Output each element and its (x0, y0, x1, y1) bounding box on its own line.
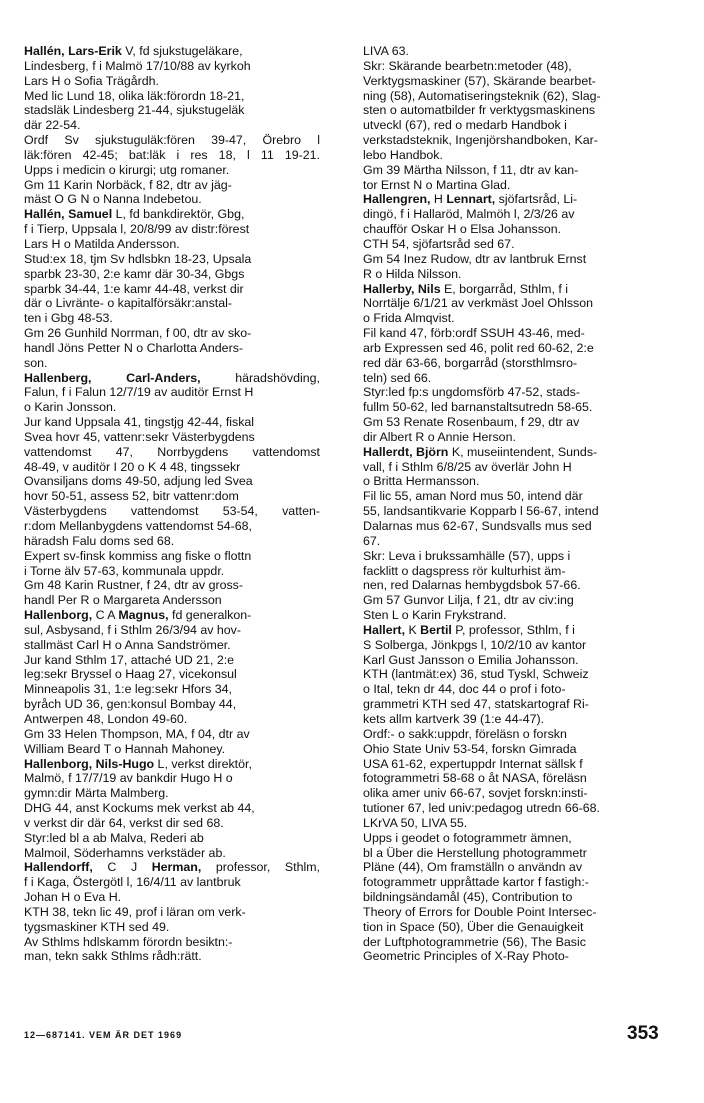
text-line: KTH 38, tekn lic 49, prof i läran om verk- (24, 904, 246, 919)
text-line: där o Livränte- o kapitalförsäkr:anstal- (24, 296, 232, 311)
text-line: v verkst dir där 64, verkst dir sed 68. (24, 815, 224, 830)
text-line: f i Kaga, Östergötl l, 16/4/11 av lantbruk (24, 875, 241, 890)
text-line: LKrVA 50, LIVA 55. (363, 815, 468, 830)
text-line: Malmoil, Söderhamns verkstäder ab. (24, 845, 226, 860)
text-line: olika amer univ 66-67, sovjet forskn:insti- (363, 786, 588, 801)
text-line: Ordf:- o sakk:uppdr, föreläsn o forskn (363, 726, 567, 741)
footer-imprint: 12—687141. VEM ÄR DET 1969 (24, 1030, 183, 1040)
text-line: i Torne älv 57-63, kommunala uppdr. (24, 563, 225, 578)
text-line: DHG 44, anst Kockums mek verkst ab 44, (24, 801, 255, 816)
text-line: S Solberga, Jönkpgs l, 10/2/10 av kantor (363, 637, 587, 652)
text-line: Hallenborg, Nils-Hugo L, verkst direktör, (24, 756, 252, 771)
text-line: dir Albert R o Annie Herson. (363, 429, 516, 444)
text-line: ten i Gbg 48-53. (24, 311, 113, 326)
text-line: chaufför Oskar H o Elsa Johansson. (363, 222, 562, 237)
text-line: Minneapolis 31, 1:e leg:sekr Hfors 34, (24, 682, 232, 697)
text-line: Skr: Skärande bearbetn:metoder (48), (363, 58, 572, 73)
text-line: sparbk 34-44, 1:e kamr 44-48, verkst dir (24, 281, 244, 296)
text-line: Gm 39 Märtha Nilsson, f 11, dtr av kan- (363, 162, 579, 177)
text-line: Lars H o Matilda Andersson. (24, 236, 180, 251)
text-line: Svea hovr 45, vattenr:sekr Västerbygdens (24, 429, 255, 444)
text-line: leg:sekr Bryssel o Haag 27, vicekonsul (24, 667, 237, 682)
page-number: 353 (627, 1023, 659, 1044)
text-line: Stud:ex 18, tjm Sv hdlsbkn 18-23, Upsala (24, 251, 252, 266)
text-line: Verktygsmaskiner (57), Skärande bearbet- (363, 73, 596, 88)
text-line: tygsmaskiner KTH sed 49. (24, 919, 170, 934)
text-line: Fil lic 55, aman Nord mus 50, intend där (363, 489, 583, 504)
text-line: Gm 53 Renate Rosenbaum, f 29, dtr av (363, 415, 580, 430)
text-line: Skr: Leva i brukssamhälle (57), upps i (363, 548, 571, 563)
text-line: Styr:led fp:s ungdomsförb 47-52, stads- (363, 385, 580, 400)
text-line: 67. (363, 533, 381, 548)
text-line: Geometric Principles of X-Ray Photo- (363, 949, 569, 964)
text-line: sul, Asbysand, f i Sthlm 26/3/94 av hov- (24, 622, 241, 637)
text-line: son. (24, 355, 48, 370)
text-line: Hallén, Samuel L, fd bankdirektör, Gbg, (24, 207, 245, 222)
text-line: o Ital, tekn dr 44, doc 44 o prof i foto- (363, 682, 566, 697)
text-line: Gm 54 Inez Rudow, dtr av lantbruk Ernst (363, 251, 587, 266)
text-line: Gm 57 Gunvor Lilja, f 21, dtr av civ:ing (363, 593, 574, 608)
text-line: 55, landsantikvarie Kopparb l 56-67, intend (363, 504, 599, 519)
text-line: o Britta Hermansson. (363, 474, 480, 489)
text-line: Antwerpen 48, London 49-60. (24, 711, 188, 726)
text-line: Hallengren, H Lennart, sjöfartsråd, Li- (363, 192, 578, 207)
text-line: Gm 26 Gunhild Norrman, f 00, dtr av sko- (24, 326, 252, 341)
text-line: Västerbygdens vattendomst 53-54, vatten- (24, 504, 320, 519)
text-line: fotogrammetr uppråttade kartor f fastigh:- (363, 875, 589, 890)
text-line: Lars H o Sofia Trägårdh. (24, 73, 159, 88)
text-line: Jur kand Uppsala 41, tingstjg 42-44, fiskal (24, 415, 255, 430)
text-line: Hallerby, Nils E, borgarråd, Sthlm, f i (363, 281, 568, 296)
text-line: grammetri KTH sed 47, statskartograf Ri- (363, 697, 589, 712)
text-line: Fil kand 47, förb:ordf SSUH 43-46, med- (363, 326, 585, 341)
text-line: Lindesberg, f i Malmö 17/10/88 av kyrkoh (24, 58, 251, 73)
text-line: vall, f i Sthlm 6/8/25 av överlär John H (363, 459, 572, 474)
text-line: där 22-54. (24, 118, 81, 133)
text-line: dingö, f i Hallaröd, Malmöh l, 2/3/26 av (363, 207, 575, 222)
text-line: Johan H o Eva H. (24, 890, 122, 905)
text-line: Theory of Errors for Double Point Intersec- (363, 904, 597, 919)
text-line: teln) sed 66. (363, 370, 432, 385)
text-line: sten o automatbilder fr verktygsmaskinens (363, 103, 596, 118)
text-line: handl Per R o Margareta Andersson (24, 593, 222, 608)
text-line: kets allm kartverk 39 (1:e 44-47). (363, 711, 545, 726)
text-line: verkstadsteknik, Ingenjörshandboken, Kar- (363, 133, 598, 148)
text-line: Upps i geodet o fotogrammetr ämnen, (363, 830, 572, 845)
text-line: o Frida Almqvist. (363, 311, 455, 326)
text-line: stallmäst Carl H o Anna Sandströmer. (24, 637, 231, 652)
text-line: Jur kand Sthlm 17, attaché UD 21, 2:e (24, 652, 235, 667)
text-line: Dalarnas mus 62-67, Sundsvalls mus sed (363, 519, 592, 533)
text-line: Ordf Sv sjukstuguläk:fören 39-47, Örebro l (24, 133, 320, 148)
text-line: tutioner 67, led univ:pedagog utredn 66-68. (363, 801, 600, 816)
text-line: sparbk 23-30, 2:e kamr där 30-34, Gbgs (24, 266, 245, 281)
text-line: red där 63-66, borgarråd (storsthlmsro- (363, 355, 578, 370)
text-line: Norrtälje 6/1/21 av verkmäst Joel Ohlsson (363, 296, 594, 311)
text-line: fotogrammetri 58-68 o åt NASA, föreläsn (363, 771, 587, 786)
text-line: Ohio State Univ 53-54, forskn Gimrada (363, 741, 577, 756)
text-line: Falun, f i Falun 12/7/19 av auditör Ernst H (24, 385, 254, 400)
text-line: Gm 48 Karin Rustner, f 24, dtr av gross- (24, 578, 243, 593)
text-line: der Luftphotogrammetrie (56), The Basic (363, 934, 586, 949)
text-line: Expert sv-finsk kommiss ang fiske o flottn (24, 548, 252, 563)
text-line: Karl Gust Jansson o Emilia Johansson. (363, 652, 579, 667)
text-line: man, tekn sakk Sthlms rådh:rätt. (24, 949, 202, 964)
text-line: häradsh Falu doms sed 68. (24, 533, 175, 548)
left-column (24, 44, 320, 964)
text-line: Malmö, f 17/7/19 av bankdir Hugo H o (24, 771, 233, 786)
text-line: gymn:dir Märta Malmberg. (24, 786, 169, 801)
text-line: Av Sthlms hdlskamm förordn besiktn:- (24, 934, 233, 949)
text-line: f i Tierp, Uppsala l, 20/8/99 av distr:förest (24, 222, 250, 237)
text-line: Sten L o Karin Frykstrand. (363, 608, 507, 623)
text-line: mäst O G N o Nanna Indebetou. (24, 192, 202, 207)
text-line: bildningsändamål (45), Contribution to (363, 890, 573, 905)
text-line: hovr 50-51, assess 52, bitr vattenr:dom (24, 489, 239, 504)
text-line: handl Jöns Petter N o Charlotta Anders- (24, 340, 244, 355)
text-line: Gm 11 Karin Norbäck, f 82, dtr av jäg- (24, 177, 232, 192)
text-line: USA 61-62, expertuppdr Internat sällsk f (363, 756, 583, 771)
text-line: Hallerdt, Björn K, museiintendent, Sunds- (363, 444, 598, 459)
text-line: Med lic Lund 18, olika läk:förordn 18-21, (24, 88, 245, 103)
text-line: LIVA 63. (363, 44, 409, 58)
text-line: 48-49, v auditör I 20 o K 4 48, tingssekr (24, 459, 241, 474)
text-line: R o Hilda Nilsson. (363, 266, 462, 281)
text-line: ning (58), Automatiseringsteknik (62), Slag- (363, 88, 601, 103)
text-line: tor Ernst N o Martina Glad. (363, 177, 511, 192)
text-line: r:dom Mellanbygdens vattendomst 54-68, (24, 519, 252, 533)
text-line: tion in Space (50), Über die Genauigkeit (363, 919, 584, 934)
text-line: arb Expressen sed 46, polit red 60-62, 2:e (363, 340, 594, 355)
right-column (363, 44, 681, 964)
text-line: bl a Über die Herstellung photogrammetr (363, 845, 587, 860)
text-line: Pläne (44), Om framställn o användn av (363, 860, 583, 875)
text-line: vattendomst 47, Norrbygdens vattendomst (24, 444, 320, 459)
text-line: nen, red Dalarnas hembygdsbok 57-66. (363, 578, 581, 593)
text-line: o Karin Jonsson. (24, 400, 117, 415)
text-line: Hallenberg, Carl-Anders, häradshövding, (24, 370, 320, 385)
text-line: Hallendorff, C J Herman, professor, Sthlm, (24, 860, 320, 875)
text-line: Upps i medicin o kirurgi; utg romaner. (24, 162, 230, 177)
text-line: läk:fören 42-45; bat:läk i res 18, l 11 19-21. (24, 147, 320, 162)
text-line: William Beard T o Hannah Mahoney. (24, 741, 226, 756)
text-line: Gm 33 Helen Thompson, MA, f 04, dtr av (24, 726, 250, 741)
text-line: Hallert, K Bertil P, professor, Sthlm, f i (363, 622, 575, 637)
text-line: CTH 54, sjöfartsråd sed 67. (363, 236, 515, 251)
text-line: fullm 50-62, led barnanstaltsutredn 58-65. (363, 400, 593, 415)
text-line: utveckl (67), red o medarb Handbok i (363, 118, 567, 133)
text-line: Ovansiljans doms 49-50, adjung led Svea (24, 474, 253, 489)
text-line: facklitt o dagspress rör kulturhist äm- (363, 563, 566, 578)
text-line: Hallenborg, C A Magnus, fd generalkon- (24, 608, 252, 623)
text-line: Hallén, Lars-Erik V, fd sjukstugeläkare, (24, 44, 243, 58)
text-line: lebo Handbok. (363, 147, 443, 162)
text-line: Styr:led bl a ab Malva, Rederi ab (24, 830, 204, 845)
text-line: byråch UD 36, gen:konsul Bombay 44, (24, 697, 237, 712)
text-line: KTH (lantmät:ex) 36, stud Tyskl, Schweiz (363, 667, 589, 682)
text-line: stadsläk Lindesberg 21-44, sjukstugeläk (24, 103, 245, 118)
